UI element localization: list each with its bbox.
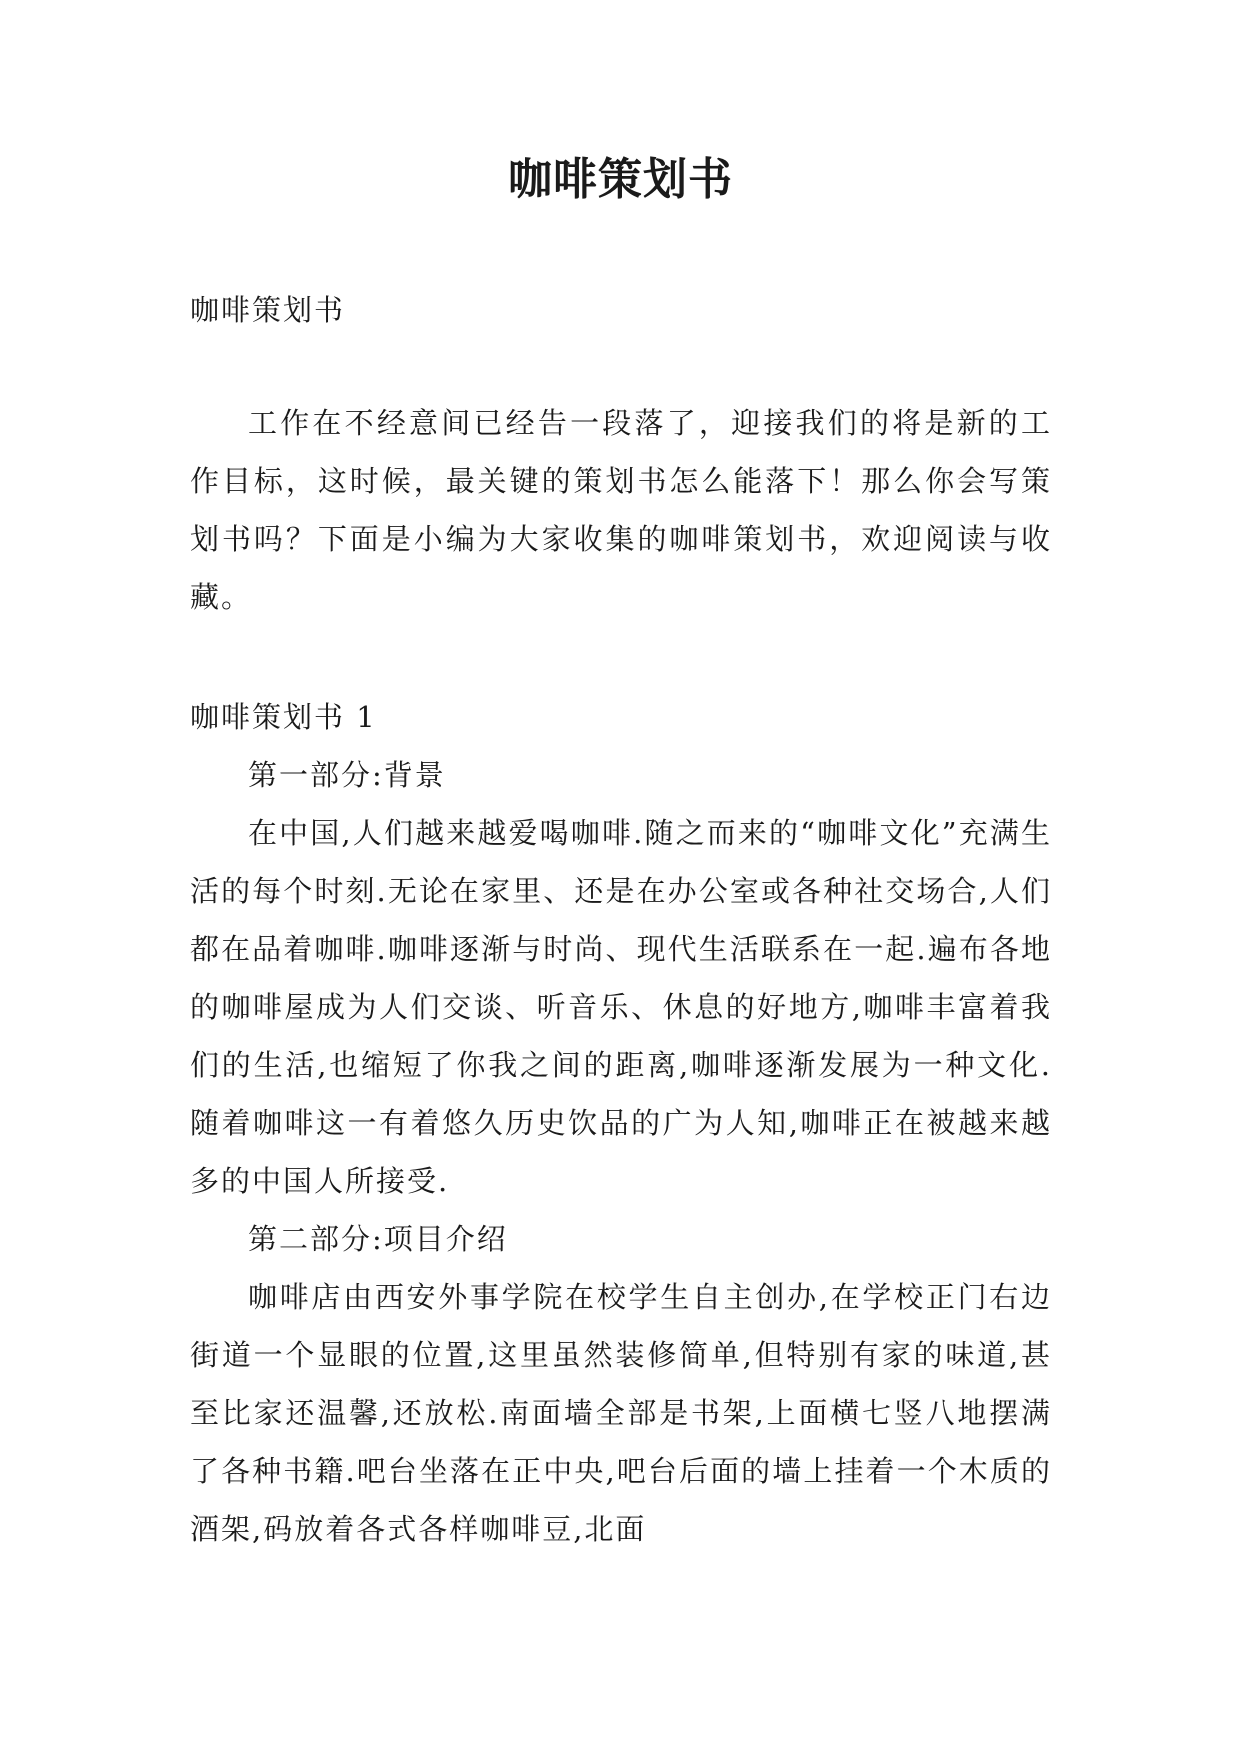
document-subtitle: 咖啡策划书 bbox=[190, 293, 346, 327]
intro-paragraph: 工作在不经意间已经告一段落了，迎接我们的将是新的工作目标，这时候，最关键的策划书怎么能落下！那么你会写策划书吗？下面是小编为大家收集的咖啡策划书，欢迎阅读与收藏。 bbox=[190, 406, 1052, 614]
part-2-paragraph: 咖啡店由西安外事学院在校学生自主创办,在学校正门右边街道一个显眼的位置,这里虽然装修简单,但特别有家的味道,甚至比家还温馨,还放松.南面墙全部是书架,上面横七竖八地摆满了各种书籍.吧台坐落在正中央,吧台后面的墙上挂着一个木质的酒架,码放着各式各样咖啡豆,北面 bbox=[190, 1280, 1052, 1546]
part-1-paragraph: 在中国,人们越来越爱喝咖啡.随之而来的“咖啡文化”充满生活的每个时刻.无论在家里、还是在办公室或各种社交场合,人们都在品着咖啡.咖啡逐渐与时尚、现代生活联系在一起.遍布各地的咖啡屋成为人们交谈、听音乐、休息的好地方,咖啡丰富着我们的生活,也缩短了你我之间的距离,咖啡逐渐发展为一种文化.随着咖啡这一有着悠久历史饮品的广为人知,咖啡正在被越来越多的中国人所接受. bbox=[190, 816, 1052, 1198]
section-1-heading: 咖啡策划书 1 bbox=[190, 700, 377, 734]
section-1 bbox=[190, 688, 1052, 1558]
document-body bbox=[190, 290, 1052, 1558]
document-title: 咖啡策划书 bbox=[508, 154, 733, 205]
part-2-heading: 第二部分:项目介绍 bbox=[248, 1222, 508, 1256]
part-1-heading: 第一部分:背景 bbox=[248, 758, 446, 792]
